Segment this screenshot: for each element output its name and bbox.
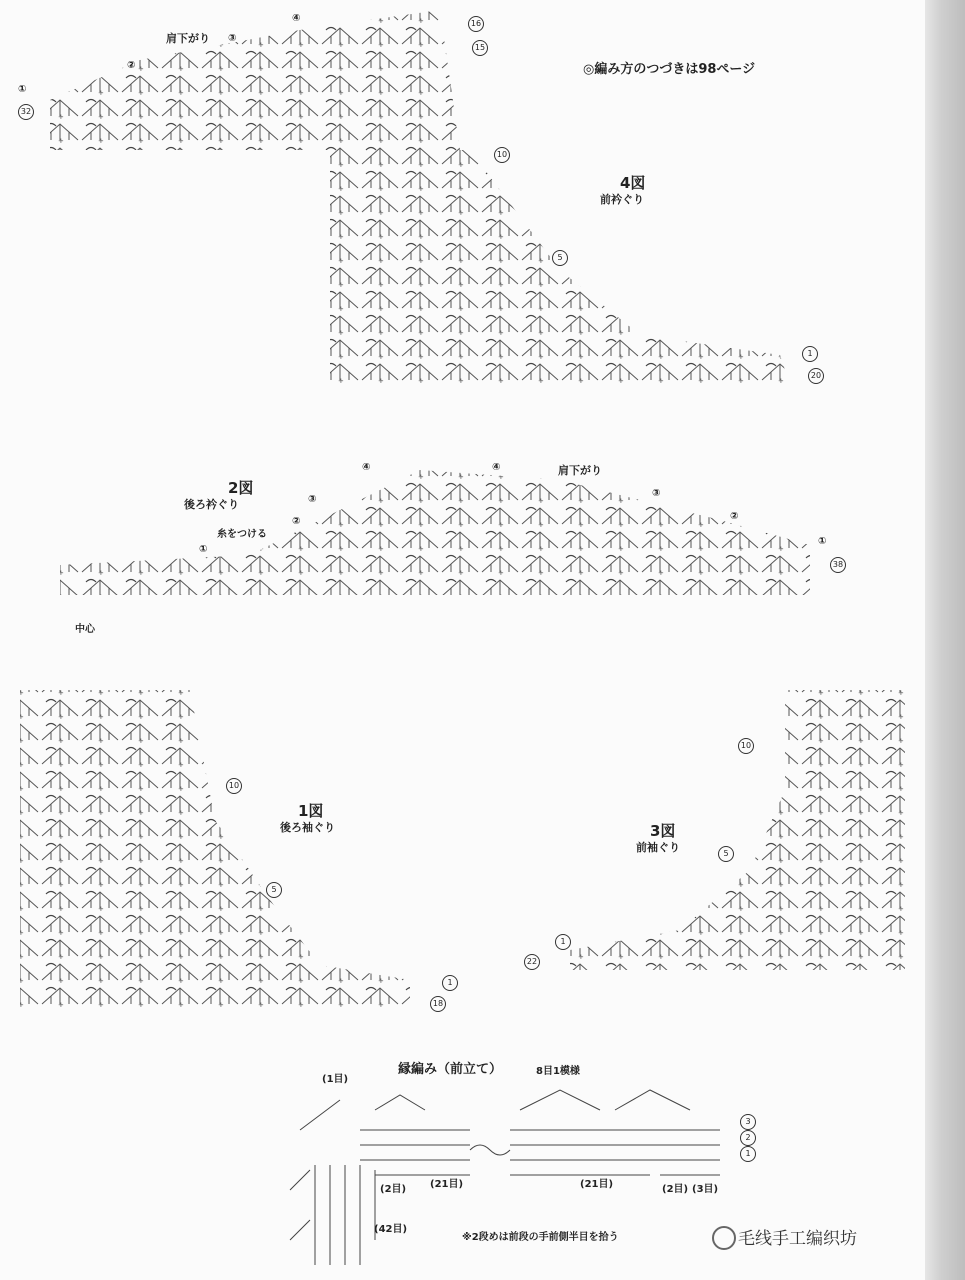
edging-row-1: 1 (740, 1146, 756, 1162)
fig2-row-3b: ③ (652, 488, 661, 499)
edging-title: 縁編み（前立て） (398, 1062, 503, 1077)
edging-row-3: 3 (740, 1114, 756, 1130)
fig1-subtitle: 後ろ袖ぐり (280, 821, 335, 834)
watermark-text: 毛线手工编织坊 (738, 1229, 857, 1249)
fig4-shoulder-label: 肩下がり (166, 32, 210, 45)
fig4-row-32: 32 (18, 104, 34, 120)
fig4-row-16b: 10 (494, 147, 510, 163)
fig4-row-5: 5 (552, 250, 568, 266)
fig3-chart (570, 690, 905, 970)
fig1-row-18: 18 (430, 996, 446, 1012)
fig4-row-2: ② (127, 60, 136, 71)
continuation-note: ◎編み方のつづきは98ページ (583, 62, 756, 77)
fig1-chart (20, 690, 410, 1010)
fig2-center-label: 中心 (75, 624, 95, 635)
fig1-row-5: 5 (266, 882, 282, 898)
fig2-row-2a: ② (292, 516, 301, 527)
fig2-row-2b: ② (730, 511, 739, 522)
fig4-subtitle: 前衿ぐり (600, 193, 644, 206)
fig1-row-1: 1 (442, 975, 458, 991)
fig4-row-20: 20 (808, 368, 824, 384)
edging-repeat-label: 8目1模様 (536, 1066, 580, 1077)
fig4-row-15: 15 (472, 40, 488, 56)
edging-note: ※2段めは前段の手前側半目を拾う (462, 1232, 619, 1243)
edging-count-2b: (2目) (662, 1184, 689, 1195)
fig2-row-4b: ④ (492, 462, 501, 473)
fig2-row-3a: ③ (308, 494, 317, 505)
fig4-row-1b: 1 (802, 346, 818, 362)
fig3-row-10: 10 (738, 738, 754, 754)
fig4-row-4: ④ (292, 13, 301, 24)
fig3-row-5: 5 (718, 846, 734, 862)
edging-count-21b: (21目) (580, 1179, 614, 1190)
fig2-title: 2図 (228, 479, 254, 497)
fig1-title: 1図 (298, 802, 324, 820)
fig3-row-1: 1 (555, 934, 571, 950)
fig3-title: 3図 (650, 822, 676, 840)
fig3-row-22: 22 (524, 954, 540, 970)
fig1-row-10: 10 (226, 778, 242, 794)
fig2-row-4a: ④ (362, 462, 371, 473)
fig2-row-38: 38 (830, 557, 846, 573)
fig2-chart (60, 470, 810, 595)
edging-count-21a: (21目) (430, 1179, 464, 1190)
fig2-subtitle: 後ろ衿ぐり (184, 498, 239, 511)
fig4-row-3: ③ (228, 33, 237, 44)
edging-count-2a: (2目) (380, 1184, 407, 1195)
fig2-row-1b: ① (818, 536, 827, 547)
fig2-attach-label: 糸をつける (217, 529, 267, 540)
fig4-title: 4図 (620, 174, 646, 192)
edging-row-2: 2 (740, 1130, 756, 1146)
edging-first-stitch: (1目) (322, 1074, 349, 1085)
fig2-row-1a: ① (199, 544, 208, 555)
fig2-shoulder-label: 肩下がり (558, 464, 602, 477)
fig3-subtitle: 前袖ぐり (636, 841, 680, 854)
fig4-row-1: ① (18, 84, 27, 95)
edging-count-42: (42目) (374, 1224, 408, 1235)
wechat-icon (712, 1226, 736, 1250)
edging-count-3: (3目) (692, 1184, 719, 1195)
fig4-row-16a: 16 (468, 16, 484, 32)
